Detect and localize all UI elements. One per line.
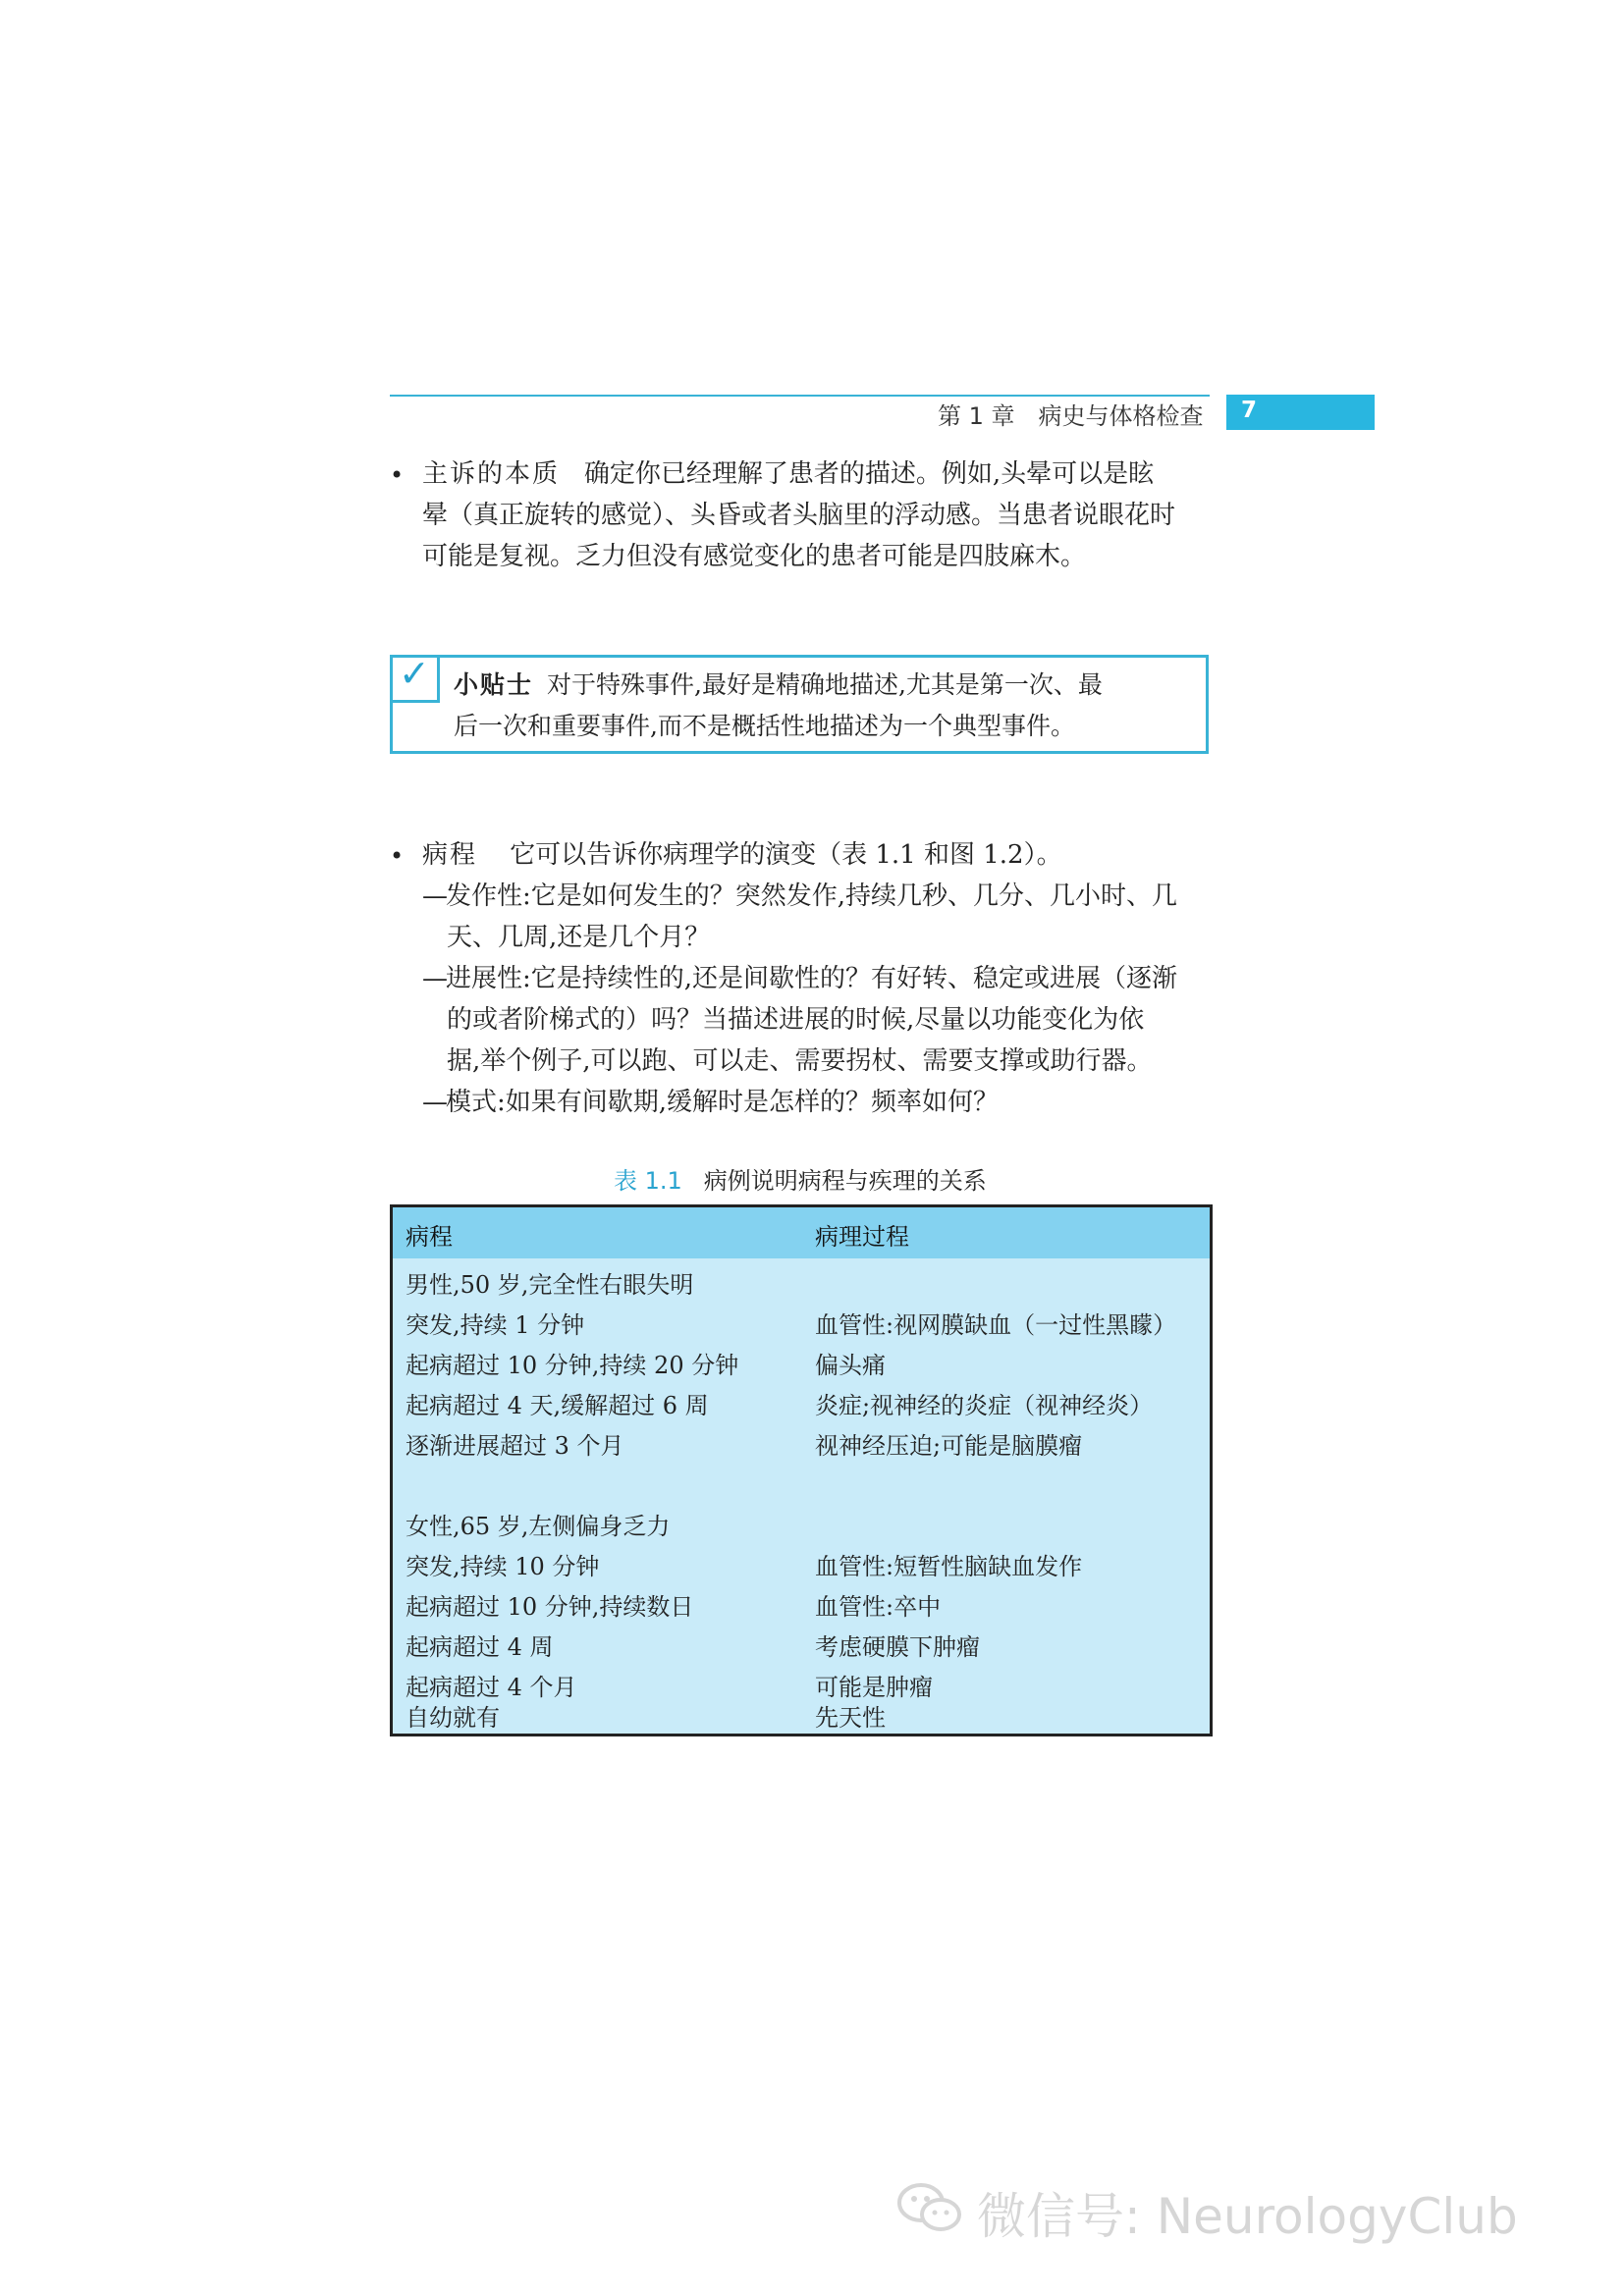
tip-line-1: 对于特殊事件,最好是精确地描述,尤其是第一次、最 <box>547 670 1103 699</box>
section-course-intro <box>422 834 1218 876</box>
pattern-line-1: 模式:如果有间歇期,缓解时是怎样的？频率如何？ <box>446 1088 1000 1117</box>
nature-line-3: 可能是复视。乏力但没有感觉变化的患者可能是四肢麻木。 <box>422 542 1087 571</box>
table-caption <box>614 1161 987 1196</box>
page-number: 7 <box>1241 398 1258 423</box>
cell-pathology: 血管性:短暂性脑缺血发作 <box>815 1553 1083 1580</box>
tip-text <box>454 665 1200 747</box>
tip-line-2: 后一次和重要事件,而不是概括性地描述为一个典型事件。 <box>454 712 1075 740</box>
bullet-nature: • <box>390 461 405 489</box>
cell-course: 起病超过 10 分钟,持续 20 分钟 <box>406 1352 739 1379</box>
cell-pathology: 先天性 <box>815 1704 886 1732</box>
table-row <box>393 1624 1210 1664</box>
cell-course: 男性,50 岁,完全性右眼失明 <box>406 1271 694 1299</box>
course-intro: 它可以告诉你病理学的演变（表 1.1 和图 1.2）。 <box>510 840 1062 870</box>
cell-pathology: 血管性:视网膜缺血（一过性黑矇） <box>815 1311 1177 1339</box>
header-course: 病程 <box>406 1223 453 1251</box>
cell-course: 起病超过 4 个月 <box>406 1674 577 1701</box>
cell-course: 突发,持续 10 分钟 <box>406 1553 600 1580</box>
cell-pathology: 炎症;视神经的炎症（视神经炎） <box>815 1392 1154 1419</box>
cell-course: 自幼就有 <box>406 1704 500 1732</box>
course-item-onset: —发作性:它是如何发生的？突然发作,持续几秒、几分、几小时、几 天、几周,还是几个月？ <box>422 876 1218 958</box>
table-row <box>393 1694 1210 1735</box>
bullet-course: • <box>390 842 405 870</box>
table-header-row <box>393 1207 1210 1258</box>
cell-pathology: 血管性:卒中 <box>815 1593 942 1621</box>
cell-pathology: 视神经压迫;可能是脑膜瘤 <box>815 1432 1083 1460</box>
cell-pathology: 可能是肿瘤 <box>815 1674 933 1701</box>
course-pathology-table <box>390 1204 1213 1736</box>
table-row <box>393 1261 1210 1302</box>
term-nature: 主诉的本质 <box>422 459 561 489</box>
check-icon: ✓ <box>399 652 430 695</box>
course-item-progression: —进展性:它是持续性的,还是间歇性的？有好转、稳定或进展（逐渐 的或者阶梯式的）吗？当描述进展的时候,尽量以功能变化为依 据,举个例子,可以跑、可以走、需要拐杖、需要支撑或助行器。 <box>422 958 1218 1082</box>
nature-line-1: 确定你已经理解了患者的描述。例如,头晕可以是眩 <box>583 459 1155 489</box>
cell-course: 起病超过 4 天,缓解超过 6 周 <box>406 1392 709 1419</box>
table-row <box>393 1422 1210 1463</box>
chapter-title: 第 1 章 病史与体格检查 <box>938 402 1204 430</box>
cell-pathology: 考虑硬膜下肿瘤 <box>815 1633 980 1661</box>
table-row <box>393 1543 1210 1583</box>
table-row <box>393 1342 1210 1382</box>
cell-course: 起病超过 10 分钟,持续数日 <box>406 1593 694 1621</box>
watermark-text: 微信号: NeurologyClub <box>977 2188 1518 2245</box>
cell-course: 逐渐进展超过 3 个月 <box>406 1432 624 1460</box>
cell-course: 起病超过 4 周 <box>406 1633 554 1661</box>
tip-label: 小贴士 <box>454 670 534 699</box>
progression-line-3: 据,举个例子,可以跑、可以走、需要拐杖、需要支撑或助行器。 <box>447 1046 1153 1076</box>
course-item-pattern: —模式:如果有间歇期,缓解时是怎样的？频率如何？ <box>422 1088 1000 1117</box>
progression-line-1: 进展性:它是持续性的,还是间歇性的？有好转、稳定或进展（逐渐 <box>446 964 1178 993</box>
table-row <box>393 1302 1210 1342</box>
table-row <box>393 1503 1210 1543</box>
nature-line-2: 晕（真正旋转的感觉）、头昏或者头脑里的浮动感。当患者说眼花时 <box>422 501 1176 530</box>
table-row <box>393 1463 1210 1503</box>
cell-course: 女性,65 岁,左侧偏身乏力 <box>406 1513 671 1540</box>
table-number: 表 1.1 <box>614 1167 682 1195</box>
onset-line-1: 发作性:它是如何发生的？突然发作,持续几秒、几分、几小时、几 <box>446 881 1178 911</box>
onset-line-2: 天、几周,还是几个月？ <box>447 923 711 952</box>
table-row <box>393 1583 1210 1624</box>
cell-course: 突发,持续 1 分钟 <box>406 1311 585 1339</box>
wechat-icon <box>895 2181 964 2235</box>
cell-pathology: 偏头痛 <box>815 1352 886 1379</box>
progression-line-2: 的或者阶梯式的）吗？当描述进展的时候,尽量以功能变化为依 <box>447 1005 1145 1035</box>
header-pathology: 病理过程 <box>815 1223 909 1251</box>
term-course: 病程 <box>422 840 478 870</box>
section-nature <box>422 454 1218 577</box>
table-row <box>393 1382 1210 1422</box>
table-title: 病例说明病程与疾理的关系 <box>703 1167 987 1195</box>
